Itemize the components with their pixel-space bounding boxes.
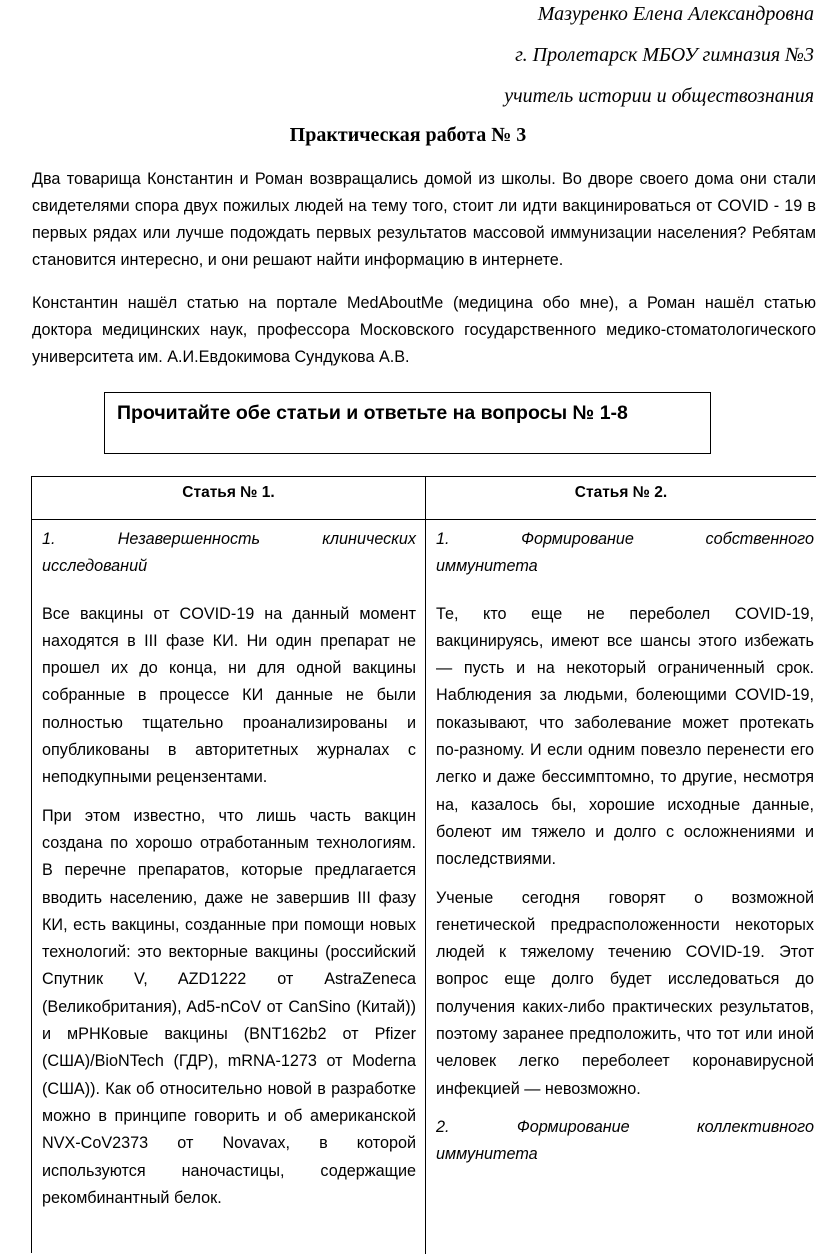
- article-2-section-heading-1: 1. Формирование собственного иммунитета: [436, 530, 814, 576]
- article-2-paragraph-2: Ученые сегодня говорят о возможной генетической предрасположенности некоторых людей к тяжелому течению COVID-19. Этот вопрос еще долго будет исследоваться до получения каких-либо практических результатов, поэтому заранее предположить, что тот или иной человек легко переболеет коронавирусной инфекцией — невозможно.: [436, 888, 814, 1098]
- article-2-cell: [436, 526, 814, 1180]
- author-name: Мазуренко Елена Александровна: [537, 3, 814, 25]
- articles-table: [31, 476, 816, 1253]
- table-column-divider: [425, 477, 426, 1254]
- school-name: г. Пролетарск МБОУ гимназия №3: [515, 44, 814, 66]
- article-1-section-heading: 1. Незавершенность клинических исследований: [42, 530, 416, 576]
- task-text: Прочитайте обе статьи и ответьте на вопросы № 1-8: [117, 402, 628, 424]
- article-1-paragraph-1: Все вакцины от COVID-19 на данный момент находятся в III фазе КИ. Ни один препарат не прошел их до конца, ни для одной вакцины собранные в процессе КИ данные не были полностью тщательно проанализированы и опубликованы в авторитетных журналах с неподкупными рецензентами.: [42, 604, 416, 787]
- intro-paragraph-1: Два товарища Константин и Роман возвращались домой из школы. Во дворе своего дома они стали свидетелями спора двух пожилых людей на тему того, стоит ли идти вакцинироваться от COVID - 19 в первых рядах или лучше подождать первых результатов массовой иммунизации населения? Ребятам становится интересно, и они решают найти информацию в интернете.: [32, 170, 816, 269]
- intro-paragraph-2: Константин нашёл статью на портале MedAboutMe (медицина обо мне), а Роман нашёл статью доктора медицинских наук, профессора Московского государственного медико-стоматологического университета им. А.И.Евдокимова Сундукова А.В.: [32, 294, 816, 366]
- column-header-article-2: Статья № 2.: [574, 484, 668, 501]
- article-2-paragraph-1: Те, кто еще не переболел COVID-19, вакцинируясь, имеют все шансы этого избежать — пусть и на некоторый ограниченный срок. Наблюдения за людьми, болеющими COVID-19, показывают, что заболевание может протекать по-разному. И если одним повезло перенести его легко и даже бессимптомно, то другие, несмотря на, казалось бы, хорошие исходные данные, болеют им тяжело и долго с осложнениями и последствиями.: [436, 604, 814, 869]
- document-title: Практическая работа № 3: [289, 124, 527, 146]
- column-header-article-1: Статья № 1.: [182, 484, 275, 501]
- article-1-cell: [42, 526, 416, 1223]
- table-header-divider: [32, 519, 816, 520]
- article-2-section-heading-2: 2. Формирование коллективного иммунитета: [436, 1117, 814, 1164]
- author-position: учитель истории и обществознания: [504, 85, 814, 107]
- article-1-paragraph-2: При этом известно, что лишь часть вакцин создана по хорошо отработанным технологиям. В перечне препаратов, которые предлагается вводить населению, даже не завершив III фазу КИ, есть вакцины, созданные при помощи новых технологий: это векторные вакцины (российский Спутник V, AZD1222 от AstraZeneca (Великобритания), Ad5-nCoV от CanSino (Китай)) и мРНКовые вакцины (BNT162b2 от Pfizer (США)/BioNTech (ГДР), mRNA-1273 от Moderna (США)). Как об относительно новой в разработке можно в принципе говорить и об американской NVX-CoV2373 от Novavax, в которой используются наночастицы, содержащие рекомбинантный белок.: [42, 806, 416, 1207]
- task-box: [104, 392, 711, 454]
